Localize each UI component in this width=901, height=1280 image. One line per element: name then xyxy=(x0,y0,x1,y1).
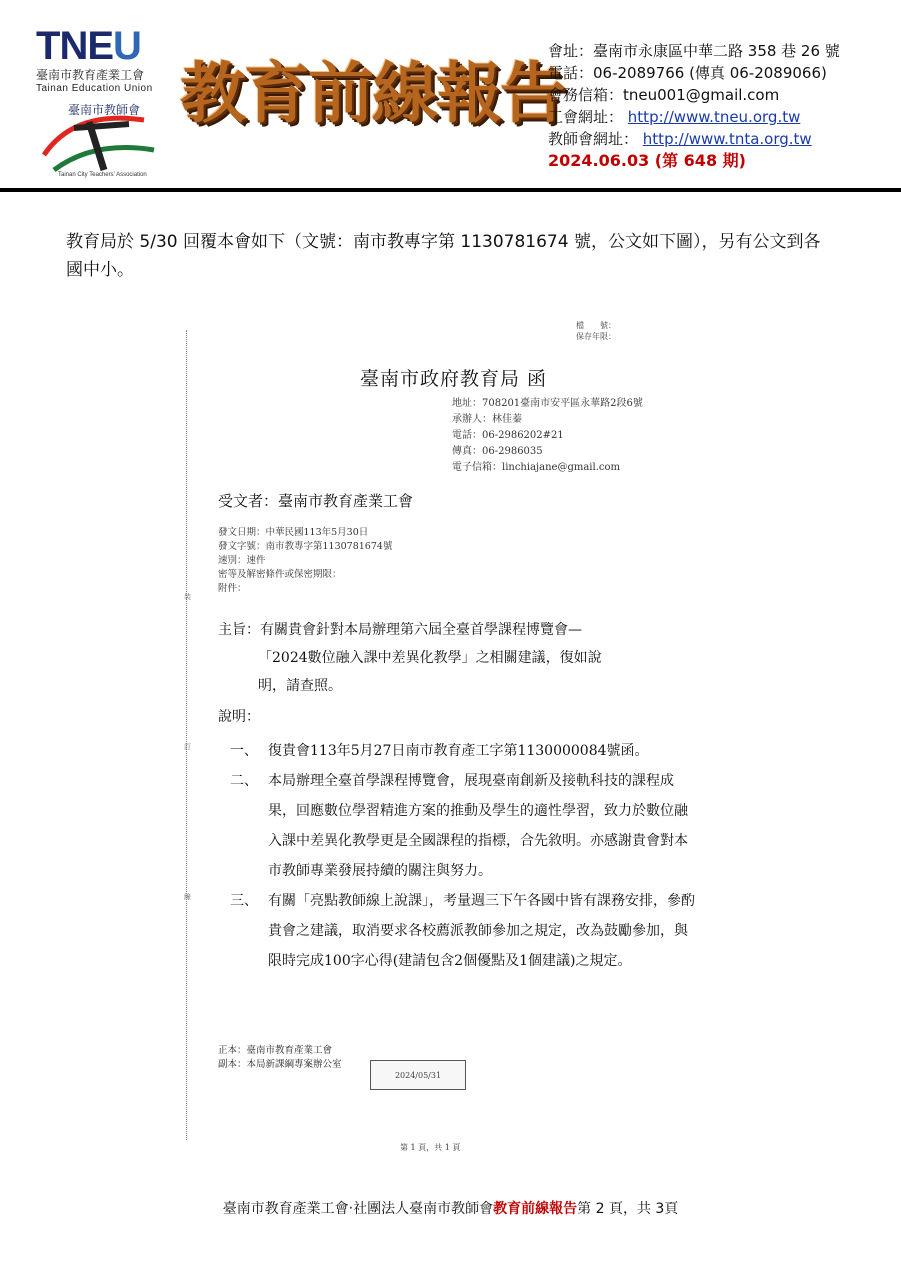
binding-mark: 訂 xyxy=(184,743,191,751)
explanation-list xyxy=(230,736,700,976)
tneu-logo-letters: TNEU xyxy=(36,24,141,68)
masthead-title: 教育前線報告 xyxy=(180,55,564,132)
list-item: 一、 復貴會113年5月27日南市教育產工字第1130000084號函。 xyxy=(230,743,649,759)
issue-date: 2024.06.03 (第 648 期) xyxy=(548,151,746,170)
official-stamp: 2024/05/31 xyxy=(370,1060,466,1090)
explanation-label: 說明： xyxy=(218,709,260,725)
letter-page-number: 第 1 頁，共 1 頁 xyxy=(400,1143,461,1152)
contact-block xyxy=(548,40,840,172)
letter-cc: 正本：臺南市教育產業工會 副本：本局新課綱專案辦公室 xyxy=(218,1045,342,1070)
contact-union-site: 工會網址： http://www.tneu.org.tw xyxy=(548,108,801,126)
teachers-association-logo xyxy=(34,100,174,180)
letter-subject: 主旨：有關貴會針對本局辦理第六屆全臺首學課程博覽會— 「2024數位融入課中差異化教學」之相關建議，復如說 明，請查照。 xyxy=(218,622,602,694)
letter-recipient: 受文者：臺南市教育產業工會 xyxy=(218,492,414,510)
assoc-ring-text: 臺南市教師會 xyxy=(68,103,141,117)
intro-paragraph: 教育局於 5/30 回覆本會如下（文號：南市教專字第 1130781674 號，公文如下圖），另有公文到各國中小。 xyxy=(66,232,821,280)
tneu-logo-en: Tainan Education Union xyxy=(36,83,153,94)
contact-teacher-site: 教師會網址： http://www.tnta.org.tw xyxy=(548,130,812,148)
footer-newsletter-name: 教育前線報告 xyxy=(493,1201,578,1217)
contact-phone: 電話：06-2089766 (傳真 06-2089066) xyxy=(548,64,827,82)
assoc-caption: Tainan City Teachers' Association xyxy=(58,172,147,178)
contact-email: 會務信箱：tneu001@gmail.com xyxy=(548,86,780,104)
letter-contact-info: 地址：708201臺南市安平區永華路2段6號 承辦人：林佳蓁 電話：06-2986202#21 傳真：06-2986035 電子信箱：linchiajane@gmail.com xyxy=(452,398,643,473)
letter-title: 臺南市政府教育局 函 xyxy=(360,368,548,390)
letter-meta: 發文日期：中華民國113年5月30日 發文字號：南市教專字第1130781674號 速別：速件 密等及解密條件或保密期限： 附件： xyxy=(218,527,393,594)
tneu-logo-cn: 臺南市教育產業工會 xyxy=(36,68,145,82)
list-item: 三、 有關「亮點教師線上說課」，考量週三下午各國中皆有課務安排，參酌貴會之建議，取消要求各校薦派教師參加之規定，改為鼓勵參加，與限時完成100字心得(建請包含2個優點及1個建議)之規定。 xyxy=(230,893,695,969)
teacher-site-link[interactable]: http://www.tnta.org.tw xyxy=(642,130,812,148)
list-item: 二、 本局辦理全臺首學課程博覽會，展現臺南創新及接軌科技的課程成果，回應數位學習精進方案的推動及學生的適性學習，致力於數位融入課中差異化教學更是全國課程的指標，合先敘明。亦感謝貴會對本市教師專業發展持續的關注與努力。 xyxy=(230,773,688,879)
tneu-logo xyxy=(36,26,153,94)
binding-mark: 裝 xyxy=(184,593,191,601)
contact-address: 會址：臺南市永康區中華二路 358 巷 26 號 xyxy=(548,42,840,60)
binding-mark: 線 xyxy=(184,893,191,901)
page-footer: 臺南市教育產業工會‧社團法人臺南市教師會教育前線報告第 2 頁，共 3頁 xyxy=(222,1201,679,1217)
binding-line xyxy=(186,330,188,1140)
union-site-link[interactable]: http://www.tneu.org.tw xyxy=(627,108,801,126)
archive-info: 檔 號： 保存年限： xyxy=(576,321,616,341)
header-divider xyxy=(0,188,901,192)
